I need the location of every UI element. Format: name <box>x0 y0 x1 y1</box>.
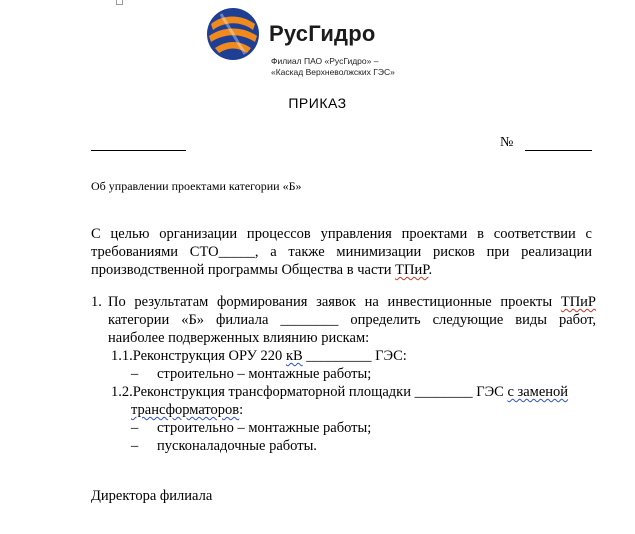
bullet-dash: – <box>131 420 139 436</box>
bullet-text: строительно – монтажные работы; <box>157 366 372 382</box>
bullet-dash: – <box>131 366 139 382</box>
number-blank-line <box>525 149 592 151</box>
date-blank-line <box>91 149 186 151</box>
intro-paragraph <box>91 225 592 279</box>
paragraph-anchor-mark <box>116 0 123 5</box>
item-text <box>108 293 596 347</box>
intro-text: С целью организации процессов управления проектами в соответствии с требованиями СТО_____, а также минимизации рисков при реализации производственной программы Общества в части <box>91 226 592 278</box>
list-bullet <box>91 419 596 437</box>
list-item-1-1 <box>111 347 596 365</box>
bullet-text: пусконаладочные работы. <box>157 438 317 454</box>
item-text-part: Реконструкция ОРУ 220 <box>132 348 286 364</box>
document-title: ПРИКАЗ <box>288 95 347 111</box>
brand-subtitle <box>271 56 395 77</box>
order-subject: Об управлении проектами категории «Б» <box>91 179 302 193</box>
item-term-tpir: ТПиР <box>560 294 596 310</box>
list-bullet <box>91 365 596 383</box>
intro-term-tpir: ТПиР <box>395 262 429 278</box>
item-number: 1.2. <box>111 384 133 400</box>
list-bullet <box>91 437 596 455</box>
order-items <box>91 293 596 455</box>
signature-title: Директора филиала <box>91 488 213 504</box>
company-logo <box>205 6 445 76</box>
bullet-dash: – <box>131 438 139 454</box>
intro-end: . <box>428 262 433 278</box>
rushydro-emblem-icon <box>205 6 261 62</box>
item-term-transformers: трансформаторов <box>131 402 240 418</box>
list-item-1 <box>91 293 596 347</box>
item-text-part: категории «Б» филиала ________ определить следующие виды работ, наиболее подверженных влиянию рискам: <box>108 312 596 346</box>
item-text-part: По результатам формирования заявок на инвестиционные проекты <box>108 294 561 310</box>
item-number: 1. <box>91 294 102 310</box>
item-term-with-replacement: с заменой <box>507 384 569 400</box>
item-text-part: _________ ГЭС: <box>302 348 407 364</box>
bullet-text: строительно – монтажные работы; <box>157 420 372 436</box>
item-text <box>111 383 596 419</box>
item-text-part: Реконструкция трансформаторной площадки ________ ГЭС <box>132 384 508 400</box>
brand-subtitle-line1: Филиал ПАО «РусГидро» – <box>271 56 379 66</box>
brand-subtitle-line2: «Каскад Верхневолжских ГЭС» <box>271 66 395 77</box>
item-number: 1.1. <box>111 348 133 364</box>
item-term-kv: кВ <box>285 348 303 364</box>
brand-name: РусГидро <box>269 21 376 46</box>
number-sign: № <box>500 135 514 150</box>
item-text-part: : <box>239 402 244 418</box>
list-item-1-2 <box>111 383 596 419</box>
